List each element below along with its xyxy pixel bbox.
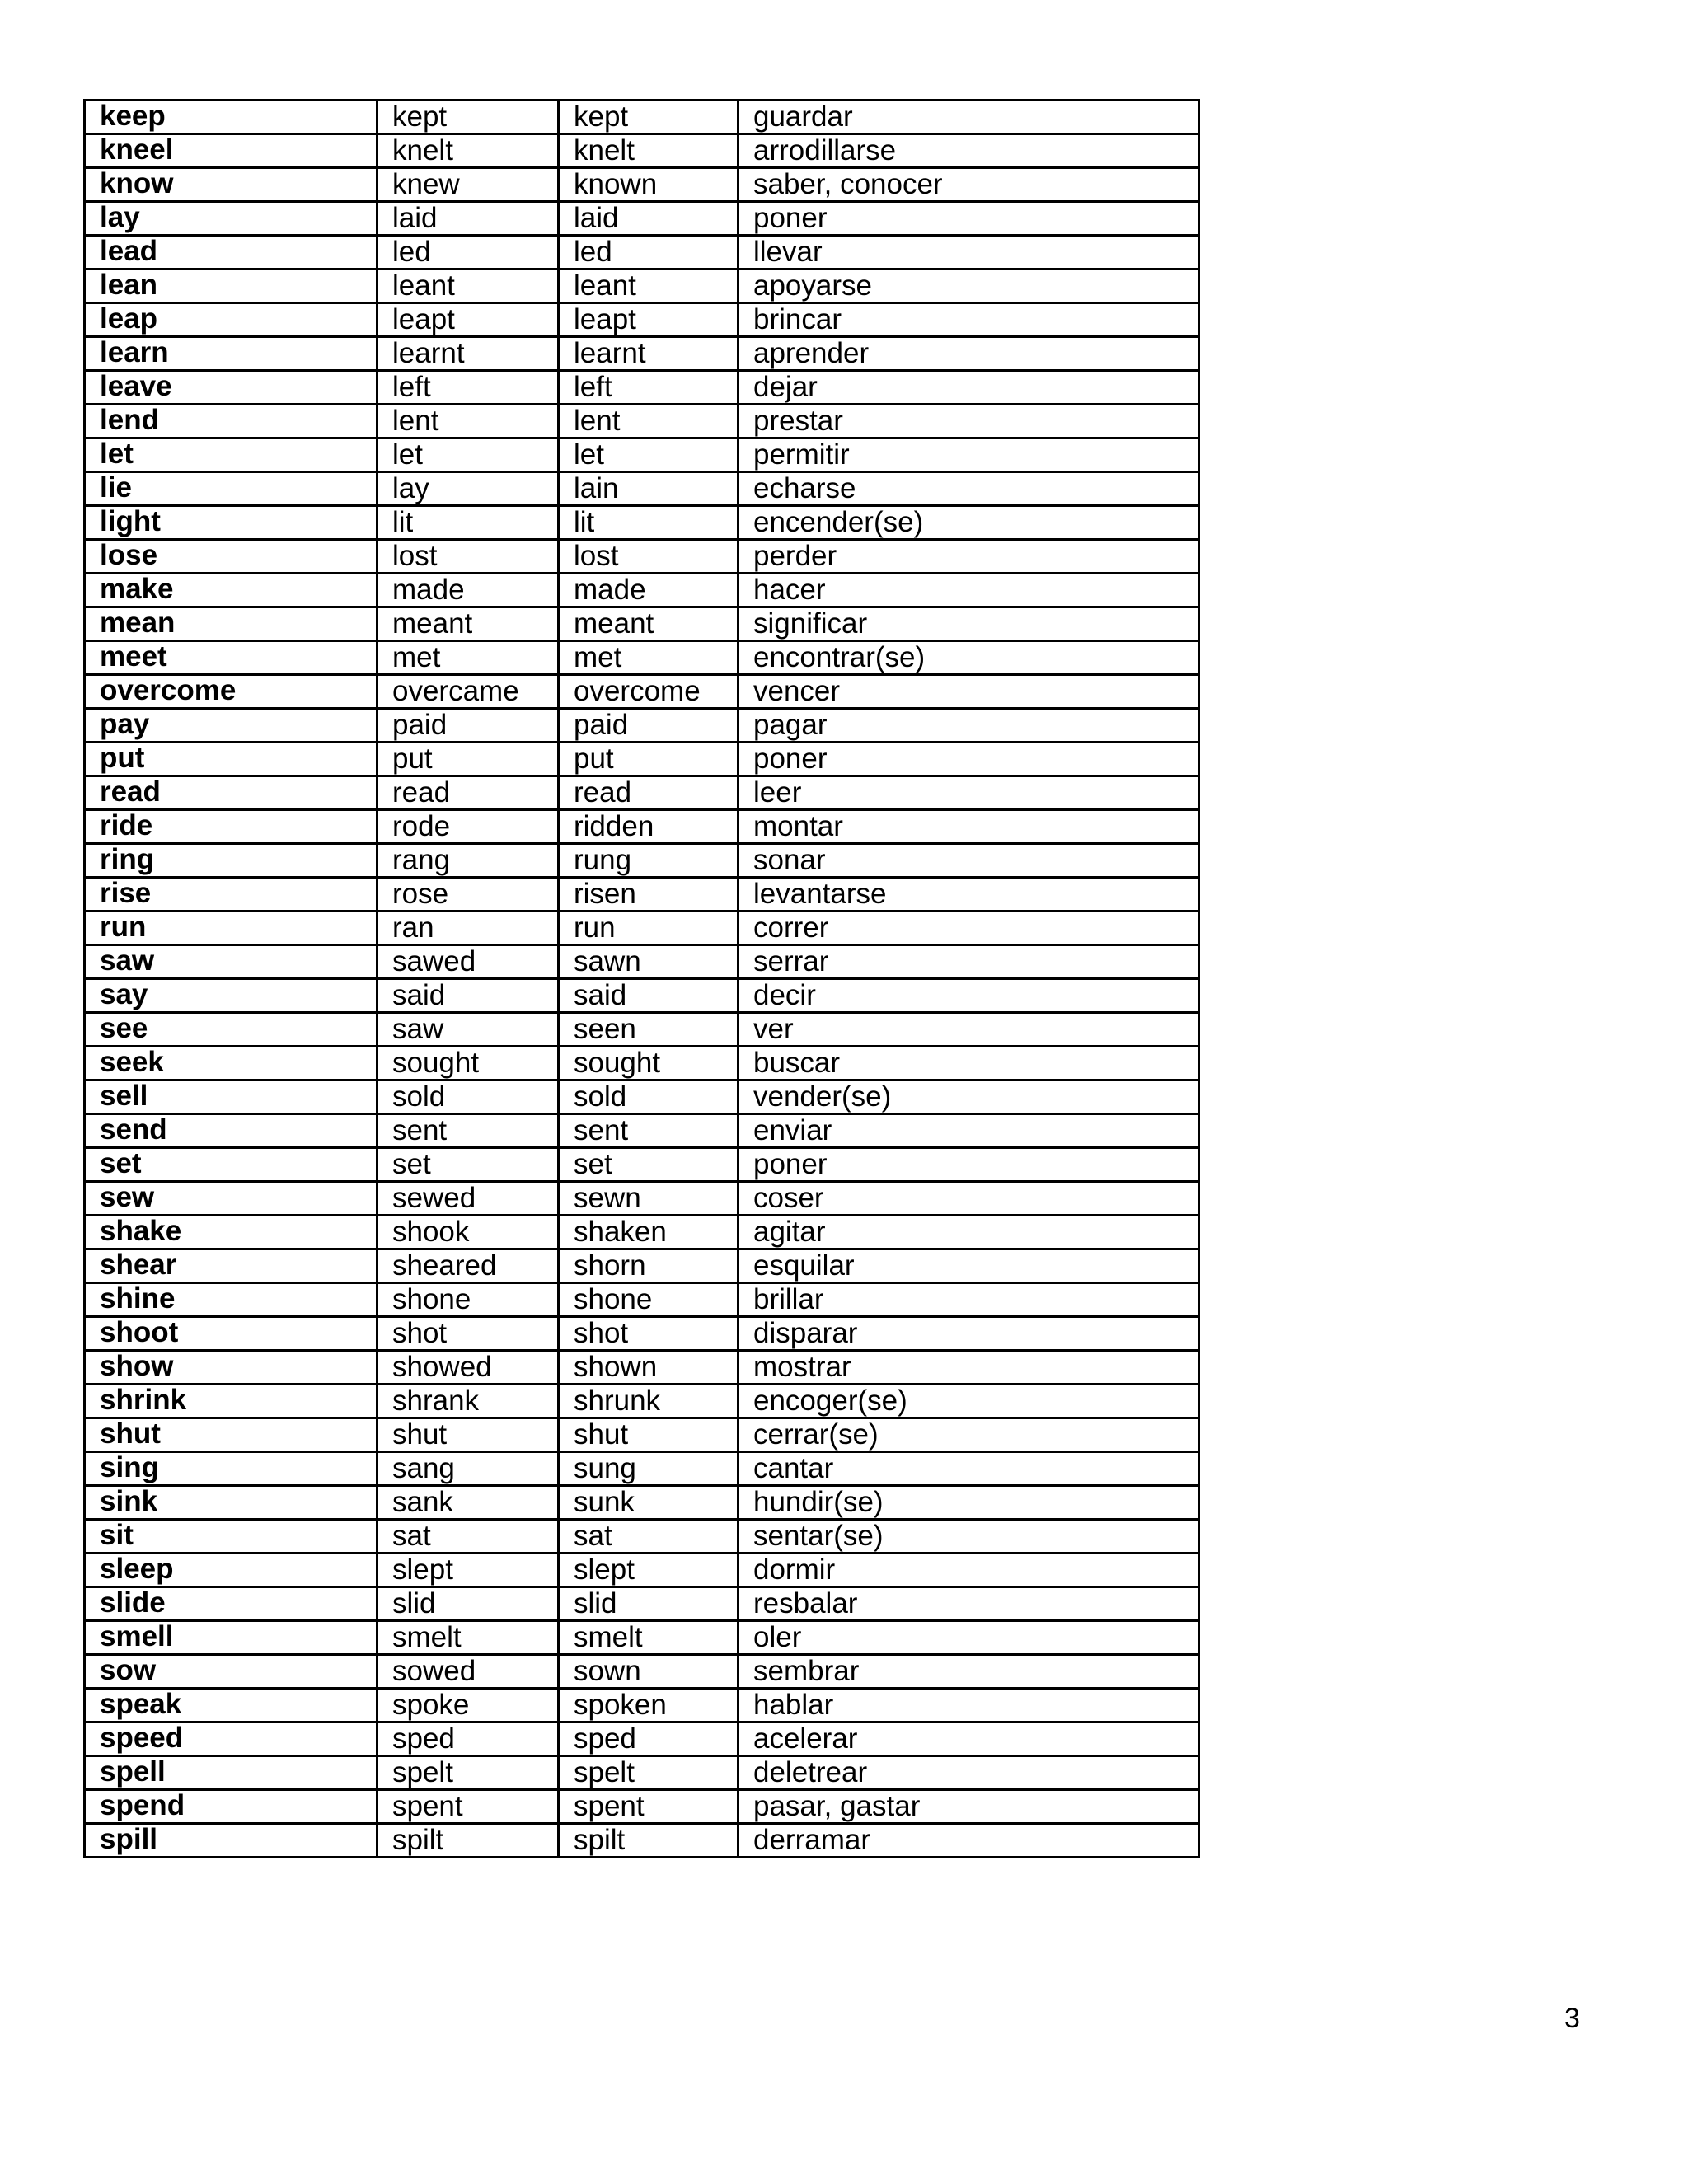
past-participle-cell: said bbox=[559, 979, 738, 1013]
past-simple-cell: set bbox=[377, 1148, 559, 1182]
past-participle-cell: sewn bbox=[559, 1182, 738, 1216]
past-simple-cell: rode bbox=[377, 810, 559, 844]
past-participle-cell: leant bbox=[559, 269, 738, 303]
base-form-cell: run bbox=[85, 912, 377, 945]
past-participle-cell: sent bbox=[559, 1114, 738, 1148]
table-row bbox=[85, 1216, 1199, 1249]
past-participle-cell: smelt bbox=[559, 1621, 738, 1655]
past-simple-cell: lost bbox=[377, 540, 559, 574]
past-participle-cell: spilt bbox=[559, 1824, 738, 1858]
table-row bbox=[85, 371, 1199, 405]
translation-cell: hablar bbox=[738, 1689, 1199, 1722]
past-simple-cell: rose bbox=[377, 878, 559, 912]
translation-cell: echarse bbox=[738, 472, 1199, 506]
past-simple-cell: leant bbox=[377, 269, 559, 303]
translation-cell: encoger(se) bbox=[738, 1385, 1199, 1418]
table-row bbox=[85, 405, 1199, 438]
past-participle-cell: spelt bbox=[559, 1756, 738, 1790]
table-row bbox=[85, 1418, 1199, 1452]
table-row bbox=[85, 1317, 1199, 1351]
table-row bbox=[85, 1824, 1199, 1858]
table-row bbox=[85, 1452, 1199, 1486]
table-row bbox=[85, 1722, 1199, 1756]
table-row bbox=[85, 1587, 1199, 1621]
past-simple-cell: knelt bbox=[377, 134, 559, 168]
table-row bbox=[85, 303, 1199, 337]
past-simple-cell: spoke bbox=[377, 1689, 559, 1722]
past-simple-cell: paid bbox=[377, 709, 559, 743]
translation-cell: aprender bbox=[738, 337, 1199, 371]
past-participle-cell: overcome bbox=[559, 675, 738, 709]
past-simple-cell: shrank bbox=[377, 1385, 559, 1418]
base-form-cell: put bbox=[85, 743, 377, 776]
translation-cell: encontrar(se) bbox=[738, 641, 1199, 675]
base-form-cell: slide bbox=[85, 1587, 377, 1621]
past-simple-cell: lit bbox=[377, 506, 559, 540]
past-simple-cell: shot bbox=[377, 1317, 559, 1351]
base-form-cell: shut bbox=[85, 1418, 377, 1452]
translation-cell: dormir bbox=[738, 1554, 1199, 1587]
translation-cell: correr bbox=[738, 912, 1199, 945]
past-simple-cell: led bbox=[377, 236, 559, 269]
table-row bbox=[85, 912, 1199, 945]
table-row bbox=[85, 168, 1199, 202]
past-participle-cell: let bbox=[559, 438, 738, 472]
base-form-cell: lead bbox=[85, 236, 377, 269]
translation-cell: deletrear bbox=[738, 1756, 1199, 1790]
past-participle-cell: kept bbox=[559, 101, 738, 134]
translation-cell: sentar(se) bbox=[738, 1520, 1199, 1554]
past-simple-cell: showed bbox=[377, 1351, 559, 1385]
past-participle-cell: shone bbox=[559, 1283, 738, 1317]
past-simple-cell: spilt bbox=[377, 1824, 559, 1858]
translation-cell: montar bbox=[738, 810, 1199, 844]
base-form-cell: spill bbox=[85, 1824, 377, 1858]
past-simple-cell: knew bbox=[377, 168, 559, 202]
base-form-cell: shake bbox=[85, 1216, 377, 1249]
past-participle-cell: spent bbox=[559, 1790, 738, 1824]
table-row bbox=[85, 1756, 1199, 1790]
past-participle-cell: set bbox=[559, 1148, 738, 1182]
translation-cell: dejar bbox=[738, 371, 1199, 405]
table-row bbox=[85, 438, 1199, 472]
past-simple-cell: shone bbox=[377, 1283, 559, 1317]
table-row bbox=[85, 1621, 1199, 1655]
base-form-cell: shrink bbox=[85, 1385, 377, 1418]
translation-cell: pagar bbox=[738, 709, 1199, 743]
past-simple-cell: kept bbox=[377, 101, 559, 134]
base-form-cell: rise bbox=[85, 878, 377, 912]
table-row bbox=[85, 844, 1199, 878]
past-participle-cell: sunk bbox=[559, 1486, 738, 1520]
table-row bbox=[85, 540, 1199, 574]
translation-cell: derramar bbox=[738, 1824, 1199, 1858]
translation-cell: oler bbox=[738, 1621, 1199, 1655]
irregular-verbs-table bbox=[83, 99, 1200, 1858]
translation-cell: llevar bbox=[738, 236, 1199, 269]
base-form-cell: know bbox=[85, 168, 377, 202]
past-participle-cell: sown bbox=[559, 1655, 738, 1689]
past-simple-cell: sawed bbox=[377, 945, 559, 979]
past-simple-cell: smelt bbox=[377, 1621, 559, 1655]
past-participle-cell: ridden bbox=[559, 810, 738, 844]
past-simple-cell: ran bbox=[377, 912, 559, 945]
table-row bbox=[85, 641, 1199, 675]
translation-cell: perder bbox=[738, 540, 1199, 574]
table-row bbox=[85, 743, 1199, 776]
past-participle-cell: learnt bbox=[559, 337, 738, 371]
translation-cell: encender(se) bbox=[738, 506, 1199, 540]
past-participle-cell: shorn bbox=[559, 1249, 738, 1283]
past-participle-cell: led bbox=[559, 236, 738, 269]
past-simple-cell: sped bbox=[377, 1722, 559, 1756]
table-row bbox=[85, 1080, 1199, 1114]
table-row bbox=[85, 337, 1199, 371]
translation-cell: leer bbox=[738, 776, 1199, 810]
table-row bbox=[85, 1385, 1199, 1418]
base-form-cell: show bbox=[85, 1351, 377, 1385]
base-form-cell: lend bbox=[85, 405, 377, 438]
base-form-cell: leap bbox=[85, 303, 377, 337]
base-form-cell: send bbox=[85, 1114, 377, 1148]
past-simple-cell: spelt bbox=[377, 1756, 559, 1790]
past-participle-cell: shown bbox=[559, 1351, 738, 1385]
base-form-cell: light bbox=[85, 506, 377, 540]
base-form-cell: smell bbox=[85, 1621, 377, 1655]
past-simple-cell: spent bbox=[377, 1790, 559, 1824]
table-row bbox=[85, 1689, 1199, 1722]
past-simple-cell: put bbox=[377, 743, 559, 776]
past-participle-cell: lit bbox=[559, 506, 738, 540]
past-simple-cell: overcame bbox=[377, 675, 559, 709]
past-simple-cell: sold bbox=[377, 1080, 559, 1114]
table-row bbox=[85, 810, 1199, 844]
table-row bbox=[85, 1351, 1199, 1385]
table-row bbox=[85, 1182, 1199, 1216]
page-number: 3 bbox=[1564, 2003, 1580, 2034]
translation-cell: mostrar bbox=[738, 1351, 1199, 1385]
base-form-cell: lose bbox=[85, 540, 377, 574]
base-form-cell: shear bbox=[85, 1249, 377, 1283]
base-form-cell: sleep bbox=[85, 1554, 377, 1587]
translation-cell: serrar bbox=[738, 945, 1199, 979]
table-row bbox=[85, 1486, 1199, 1520]
base-form-cell: mean bbox=[85, 607, 377, 641]
table-row bbox=[85, 878, 1199, 912]
past-participle-cell: lent bbox=[559, 405, 738, 438]
past-simple-cell: met bbox=[377, 641, 559, 675]
base-form-cell: make bbox=[85, 574, 377, 607]
table-row bbox=[85, 1249, 1199, 1283]
past-participle-cell: left bbox=[559, 371, 738, 405]
translation-cell: brincar bbox=[738, 303, 1199, 337]
translation-cell: guardar bbox=[738, 101, 1199, 134]
past-participle-cell: laid bbox=[559, 202, 738, 236]
base-form-cell: sink bbox=[85, 1486, 377, 1520]
table-row bbox=[85, 1047, 1199, 1080]
past-simple-cell: learnt bbox=[377, 337, 559, 371]
base-form-cell: lean bbox=[85, 269, 377, 303]
past-participle-cell: sawn bbox=[559, 945, 738, 979]
translation-cell: sonar bbox=[738, 844, 1199, 878]
past-simple-cell: sheared bbox=[377, 1249, 559, 1283]
table-row bbox=[85, 709, 1199, 743]
table-row bbox=[85, 236, 1199, 269]
past-participle-cell: read bbox=[559, 776, 738, 810]
base-form-cell: lay bbox=[85, 202, 377, 236]
past-participle-cell: knelt bbox=[559, 134, 738, 168]
past-simple-cell: sowed bbox=[377, 1655, 559, 1689]
translation-cell: apoyarse bbox=[738, 269, 1199, 303]
past-simple-cell: saw bbox=[377, 1013, 559, 1047]
base-form-cell: sow bbox=[85, 1655, 377, 1689]
translation-cell: hundir(se) bbox=[738, 1486, 1199, 1520]
translation-cell: enviar bbox=[738, 1114, 1199, 1148]
base-form-cell: ride bbox=[85, 810, 377, 844]
base-form-cell: meet bbox=[85, 641, 377, 675]
translation-cell: acelerar bbox=[738, 1722, 1199, 1756]
past-simple-cell: sewed bbox=[377, 1182, 559, 1216]
translation-cell: hacer bbox=[738, 574, 1199, 607]
translation-cell: resbalar bbox=[738, 1587, 1199, 1621]
base-form-cell: seek bbox=[85, 1047, 377, 1080]
table-row bbox=[85, 506, 1199, 540]
past-participle-cell: sought bbox=[559, 1047, 738, 1080]
base-form-cell: kneel bbox=[85, 134, 377, 168]
table-row bbox=[85, 269, 1199, 303]
past-simple-cell: sat bbox=[377, 1520, 559, 1554]
table-row bbox=[85, 472, 1199, 506]
past-simple-cell: said bbox=[377, 979, 559, 1013]
translation-cell: poner bbox=[738, 1148, 1199, 1182]
table-row bbox=[85, 607, 1199, 641]
translation-cell: vender(se) bbox=[738, 1080, 1199, 1114]
base-form-cell: speak bbox=[85, 1689, 377, 1722]
translation-cell: sembrar bbox=[738, 1655, 1199, 1689]
table-row bbox=[85, 202, 1199, 236]
past-simple-cell: read bbox=[377, 776, 559, 810]
base-form-cell: spell bbox=[85, 1756, 377, 1790]
past-simple-cell: rang bbox=[377, 844, 559, 878]
base-form-cell: leave bbox=[85, 371, 377, 405]
base-form-cell: overcome bbox=[85, 675, 377, 709]
base-form-cell: read bbox=[85, 776, 377, 810]
base-form-cell: lie bbox=[85, 472, 377, 506]
base-form-cell: see bbox=[85, 1013, 377, 1047]
translation-cell: permitir bbox=[738, 438, 1199, 472]
table-row bbox=[85, 1554, 1199, 1587]
base-form-cell: pay bbox=[85, 709, 377, 743]
past-simple-cell: let bbox=[377, 438, 559, 472]
past-simple-cell: sent bbox=[377, 1114, 559, 1148]
translation-cell: coser bbox=[738, 1182, 1199, 1216]
translation-cell: esquilar bbox=[738, 1249, 1199, 1283]
past-simple-cell: laid bbox=[377, 202, 559, 236]
past-participle-cell: spoken bbox=[559, 1689, 738, 1722]
translation-cell: arrodillarse bbox=[738, 134, 1199, 168]
past-participle-cell: sped bbox=[559, 1722, 738, 1756]
base-form-cell: learn bbox=[85, 337, 377, 371]
base-form-cell: say bbox=[85, 979, 377, 1013]
translation-cell: poner bbox=[738, 202, 1199, 236]
past-participle-cell: run bbox=[559, 912, 738, 945]
table-row bbox=[85, 979, 1199, 1013]
past-participle-cell: lain bbox=[559, 472, 738, 506]
past-participle-cell: seen bbox=[559, 1013, 738, 1047]
past-participle-cell: sat bbox=[559, 1520, 738, 1554]
past-simple-cell: sank bbox=[377, 1486, 559, 1520]
translation-cell: decir bbox=[738, 979, 1199, 1013]
table-row bbox=[85, 1655, 1199, 1689]
table-row bbox=[85, 134, 1199, 168]
past-simple-cell: sang bbox=[377, 1452, 559, 1486]
past-participle-cell: met bbox=[559, 641, 738, 675]
past-simple-cell: shut bbox=[377, 1418, 559, 1452]
table-row bbox=[85, 1520, 1199, 1554]
base-form-cell: sit bbox=[85, 1520, 377, 1554]
past-participle-cell: meant bbox=[559, 607, 738, 641]
table-row bbox=[85, 1283, 1199, 1317]
translation-cell: brillar bbox=[738, 1283, 1199, 1317]
translation-cell: prestar bbox=[738, 405, 1199, 438]
past-participle-cell: known bbox=[559, 168, 738, 202]
base-form-cell: saw bbox=[85, 945, 377, 979]
translation-cell: poner bbox=[738, 743, 1199, 776]
base-form-cell: set bbox=[85, 1148, 377, 1182]
base-form-cell: speed bbox=[85, 1722, 377, 1756]
base-form-cell: shoot bbox=[85, 1317, 377, 1351]
past-participle-cell: sold bbox=[559, 1080, 738, 1114]
past-participle-cell: leapt bbox=[559, 303, 738, 337]
translation-cell: pasar, gastar bbox=[738, 1790, 1199, 1824]
past-participle-cell: slept bbox=[559, 1554, 738, 1587]
base-form-cell: shine bbox=[85, 1283, 377, 1317]
past-participle-cell: slid bbox=[559, 1587, 738, 1621]
base-form-cell: ring bbox=[85, 844, 377, 878]
past-participle-cell: paid bbox=[559, 709, 738, 743]
past-participle-cell: risen bbox=[559, 878, 738, 912]
translation-cell: disparar bbox=[738, 1317, 1199, 1351]
past-simple-cell: made bbox=[377, 574, 559, 607]
table-row bbox=[85, 776, 1199, 810]
past-participle-cell: put bbox=[559, 743, 738, 776]
past-simple-cell: slept bbox=[377, 1554, 559, 1587]
past-simple-cell: leapt bbox=[377, 303, 559, 337]
table-row bbox=[85, 1148, 1199, 1182]
verb-table-body bbox=[85, 101, 1199, 1858]
table-row bbox=[85, 574, 1199, 607]
past-simple-cell: meant bbox=[377, 607, 559, 641]
past-participle-cell: made bbox=[559, 574, 738, 607]
table-row bbox=[85, 101, 1199, 134]
past-participle-cell: shot bbox=[559, 1317, 738, 1351]
past-simple-cell: slid bbox=[377, 1587, 559, 1621]
table-row bbox=[85, 675, 1199, 709]
translation-cell: buscar bbox=[738, 1047, 1199, 1080]
translation-cell: cerrar(se) bbox=[738, 1418, 1199, 1452]
past-participle-cell: sung bbox=[559, 1452, 738, 1486]
table-row bbox=[85, 1013, 1199, 1047]
past-simple-cell: lay bbox=[377, 472, 559, 506]
past-participle-cell: shaken bbox=[559, 1216, 738, 1249]
translation-cell: vencer bbox=[738, 675, 1199, 709]
base-form-cell: sell bbox=[85, 1080, 377, 1114]
base-form-cell: spend bbox=[85, 1790, 377, 1824]
past-simple-cell: lent bbox=[377, 405, 559, 438]
past-participle-cell: rung bbox=[559, 844, 738, 878]
translation-cell: levantarse bbox=[738, 878, 1199, 912]
past-participle-cell: shrunk bbox=[559, 1385, 738, 1418]
translation-cell: ver bbox=[738, 1013, 1199, 1047]
past-participle-cell: lost bbox=[559, 540, 738, 574]
past-simple-cell: left bbox=[377, 371, 559, 405]
translation-cell: cantar bbox=[738, 1452, 1199, 1486]
table-row bbox=[85, 1114, 1199, 1148]
past-simple-cell: shook bbox=[377, 1216, 559, 1249]
table-row bbox=[85, 1790, 1199, 1824]
base-form-cell: keep bbox=[85, 101, 377, 134]
past-simple-cell: sought bbox=[377, 1047, 559, 1080]
base-form-cell: let bbox=[85, 438, 377, 472]
translation-cell: saber, conocer bbox=[738, 168, 1199, 202]
translation-cell: agitar bbox=[738, 1216, 1199, 1249]
table-row bbox=[85, 945, 1199, 979]
base-form-cell: sing bbox=[85, 1452, 377, 1486]
past-participle-cell: shut bbox=[559, 1418, 738, 1452]
translation-cell: significar bbox=[738, 607, 1199, 641]
base-form-cell: sew bbox=[85, 1182, 377, 1216]
